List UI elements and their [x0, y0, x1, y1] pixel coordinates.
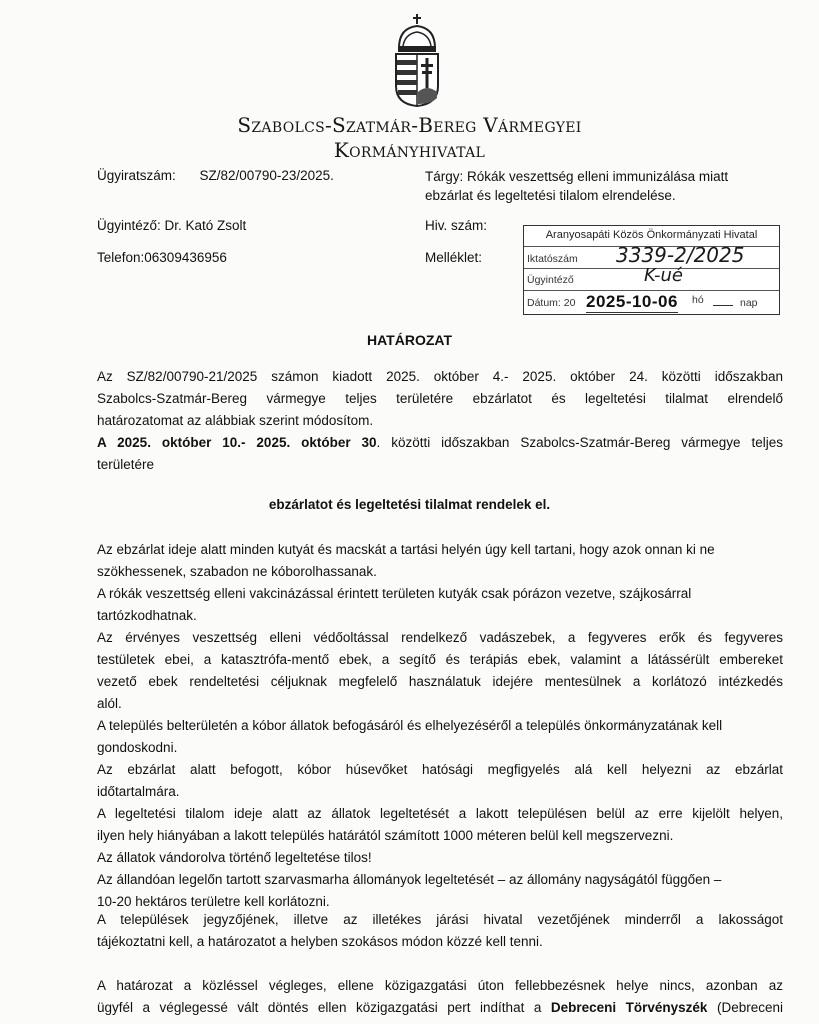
stamp-reg-label: Iktatószám — [527, 253, 578, 265]
rule-3-line-1: Az érvényes veszettség elleni védőoltással rendelkező vadászebek, a fegyveres erők és fegyveres — [97, 630, 783, 645]
court-name: Debreceni Törvényszék — [550, 1000, 708, 1015]
period-line — [97, 432, 783, 454]
rules-section — [97, 539, 783, 913]
stamp-row-date — [524, 290, 779, 313]
subject-line-2: ebzárlat és legeltetési tilalom elrendelése. — [425, 188, 676, 203]
appeal-line-1: A határozat a közléssel végleges, ellene közigazgatási úton fellebbezésnek helye nincs, azonban az — [97, 978, 783, 993]
coat-of-arms-icon — [391, 12, 443, 108]
stamp-row-registration — [524, 243, 779, 267]
appeal-line-2-start: ügyfél a véglegessé vált döntés ellen közigazgatási pert indíthat a — [97, 1000, 551, 1015]
organization-type: Kormányhivatal — [333, 138, 486, 162]
organization-name: Szabolcs-Szatmár-Bereg Vármegyei — [237, 113, 582, 137]
document-title: HATÁROZAT — [366, 332, 453, 348]
notice-paragraph — [97, 909, 783, 953]
stamp-date-label: Dátum: 20 — [527, 297, 576, 309]
rule-2-line-2: tartózkodhatnak. — [97, 608, 197, 623]
intro-line-1: Az SZ/82/00790-21/2025 számon kiadott 2025. október 4.- 2025. október 24. közötti időszakban — [97, 369, 783, 384]
period-line-2: területére — [97, 457, 155, 472]
rule-6-line-2: ilyen hely hiányában a lakott település határától számított 1000 méteren belül kell megszervezni. — [97, 828, 674, 843]
stamp-row-officer — [524, 265, 779, 289]
period-dates: A 2025. október 10.- 2025. október 30 — [97, 435, 377, 450]
appeal-paragraph — [97, 975, 783, 1019]
rule-2-line-1: A rókák veszettség elleni vakcinázással érintett területen kutyák csak pórázon vezetve, szájkosárral — [97, 586, 692, 601]
rule-4-line-2: gondoskodni. — [97, 740, 178, 755]
rule-7-line-1: Az állatok vándorolva történő legeltetése tilos! — [97, 850, 372, 865]
attachment-label: Melléklet: — [425, 250, 483, 265]
rule-8-line-2: 10-20 hektáros területre kell korlátozni. — [97, 894, 330, 909]
stamp-day-blank — [713, 305, 733, 306]
officer: Ügyintéző: Dr. Kató Zsolt — [97, 218, 247, 233]
registration-stamp — [523, 225, 780, 315]
subject-line-1: Tárgy: Rókák veszettség elleni immunizálása miatt — [425, 169, 729, 184]
intro-line-3: határozatomat az alábbiak szerint módosítom. — [97, 413, 374, 428]
intro-paragraph — [97, 366, 783, 476]
rule-1-line-1: Az ebzárlat ideje alatt minden kutyát és macskát a tartási helyén úgy kell tartani, hogy azok onnan ki ne — [97, 542, 715, 557]
rule-3-line-3: vezető ebek rendeltetési céljuknak megfelelő használatuk idejére mentesülnek a korlátozó intézkedés — [97, 674, 783, 689]
case-number-label: Ügyiratszám: — [97, 168, 176, 183]
stamp-date-value: 2025-10-06 — [586, 292, 678, 311]
rule-8-line-1: Az állandóan legelőn tartott szarvasmarha állományok legeltetését – az állomány nagyságától függően – — [97, 872, 722, 887]
rule-3-line-4: alól. — [97, 696, 122, 711]
decision-statement: ebzárlatot és legeltetési tilalmat rendelek el. — [268, 497, 551, 512]
rule-1-line-2: szökhessenek, szabadon ne kóborolhassanak. — [97, 564, 377, 579]
stamp-officer-value: K-ué — [644, 265, 683, 286]
stamp-day-label: nap — [740, 297, 758, 309]
rule-5-line-1: Az ebzárlat alatt befogott, kóbor húsevőket hatósági megfigyelés alá kell helyezni az ebzárlat — [97, 762, 783, 777]
notice-line-1: A települések jegyzőjének, illetve az illetékes járási hivatal vezetőjének minderről a lakosságot — [97, 912, 783, 927]
stamp-month-label: hó — [692, 294, 704, 306]
rule-3-line-2: testületek ebei, a katasztrófa-mentő ebek, a segítő és terápiás ebek, valamint a látássérült embereket — [97, 652, 783, 667]
subject — [425, 167, 728, 205]
phone: Telefon:06309436956 — [97, 250, 227, 265]
case-number — [97, 168, 334, 183]
stamp-reg-value: 3339-2/2025 — [616, 243, 745, 267]
intro-line-2: Szabolcs-Szatmár-Bereg vármegye teljes területére ebzárlatot és legeltetési tilalmat elrendelő — [97, 391, 783, 406]
notice-line-2: tájékoztatni kell, a határozatot a helyben szokásos módon közzé kell tenni. — [97, 934, 543, 949]
appeal-line-2 — [97, 997, 783, 1019]
stamp-officer-label: Ügyintéző — [527, 274, 574, 286]
rule-5-line-2: időtartalmára. — [97, 784, 180, 799]
appeal-line-2-end: (Debreceni — [707, 1000, 783, 1015]
period-rest: . közötti időszakban Szabolcs-Szatmár-Bereg vármegye teljes — [376, 435, 783, 450]
case-number-value: SZ/82/00790-23/2025. — [199, 168, 334, 183]
reference-number-label: Hiv. szám: — [425, 218, 488, 233]
stamp-title: Aranyosapáti Közös Önkormányzati Hivatal — [545, 229, 758, 241]
rule-6-line-1: A legeltetési tilalom ideje alatt az állatok legeltetését a lakott településen belül az erre kijelölt helyen, — [97, 806, 783, 821]
rule-4-line-1: A település belterületén a kóbor állatok befogásáról és elhelyezéséről a település önkormányzatának kell — [97, 718, 723, 733]
